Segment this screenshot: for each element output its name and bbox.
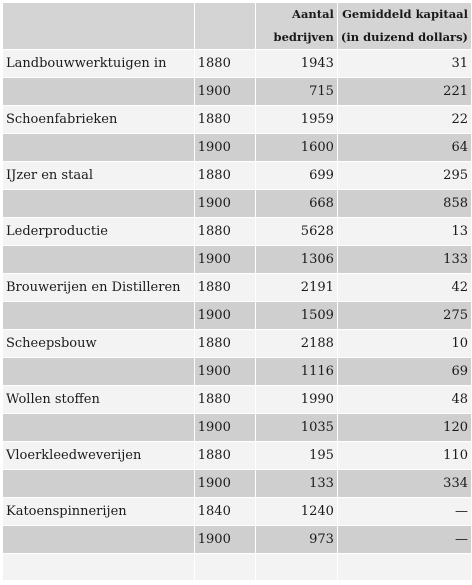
industry-cell <box>3 358 195 386</box>
table-row <box>3 274 472 302</box>
industry-cell <box>3 190 195 218</box>
year-cell: 1900 <box>194 78 255 106</box>
table-row <box>3 218 472 246</box>
count-cell: 2188 <box>256 330 338 358</box>
year-cell: 1880 <box>194 50 255 78</box>
count-cell: 5628 <box>256 218 338 246</box>
table-row <box>3 50 472 78</box>
industry-cell: Landbouwwerktuigen in <box>3 50 195 78</box>
year-cell: 1900 <box>194 470 255 498</box>
table-row <box>3 106 472 134</box>
header-capital-line1: Gemiddeld kapitaal <box>342 7 468 21</box>
table-row <box>3 470 472 498</box>
industry-cell <box>3 78 195 106</box>
year-cell: 1880 <box>194 106 255 134</box>
year-cell: 1900 <box>194 526 255 554</box>
table-row <box>3 162 472 190</box>
header-count-line1: Aantal <box>292 7 334 21</box>
industry-cell: Wollen stoffen <box>3 386 195 414</box>
year-cell: 1880 <box>194 386 255 414</box>
header-count-line2: bedrijven <box>273 30 334 44</box>
year-cell: 1900 <box>194 246 255 274</box>
year-cell: 1900 <box>194 190 255 218</box>
industry-cell: Katoenspinnerijen <box>3 498 195 526</box>
count-cell: 973 <box>256 526 338 554</box>
industry-cell: Scheepsbouw <box>3 330 195 358</box>
year-cell: 1900 <box>194 134 255 162</box>
count-cell: 2191 <box>256 274 338 302</box>
industry-cell <box>3 302 195 330</box>
industry-cell: Brouwerijen en Distilleren <box>3 274 195 302</box>
capital-cell: 120 <box>337 414 471 442</box>
capital-cell: 133 <box>337 246 471 274</box>
count-cell: 1240 <box>256 498 338 526</box>
header-row <box>3 3 472 50</box>
capital-cell: — <box>337 526 471 554</box>
industry-cell: Schoenfabrieken <box>3 106 195 134</box>
capital-cell: 48 <box>337 386 471 414</box>
year-cell: 1880 <box>194 162 255 190</box>
capital-cell: 110 <box>337 442 471 470</box>
capital-cell: 13 <box>337 218 471 246</box>
empty-row <box>3 554 472 581</box>
table-row <box>3 414 472 442</box>
table-row <box>3 330 472 358</box>
capital-cell: 10 <box>337 330 471 358</box>
industry-cell <box>3 246 195 274</box>
table-row <box>3 498 472 526</box>
capital-cell: 295 <box>337 162 471 190</box>
empty-cell <box>3 554 195 581</box>
count-cell: 195 <box>256 442 338 470</box>
count-cell: 699 <box>256 162 338 190</box>
capital-cell: 858 <box>337 190 471 218</box>
count-cell: 1959 <box>256 106 338 134</box>
header-capital-line2: (in duizend dollars) <box>340 30 468 44</box>
count-cell: 1509 <box>256 302 338 330</box>
header-count <box>256 3 338 50</box>
industry-cell <box>3 414 195 442</box>
industry-cell: Vloerkleedweverijen <box>3 442 195 470</box>
industry-cell: Lederproductie <box>3 218 195 246</box>
header-year <box>194 3 255 50</box>
empty-cell <box>337 554 471 581</box>
year-cell: 1880 <box>194 218 255 246</box>
table-row <box>3 442 472 470</box>
table-row <box>3 78 472 106</box>
industry-table <box>2 2 472 581</box>
header-industry <box>3 3 195 50</box>
table-row <box>3 134 472 162</box>
capital-cell: 42 <box>337 274 471 302</box>
count-cell: 715 <box>256 78 338 106</box>
table-row <box>3 302 472 330</box>
industry-cell <box>3 134 195 162</box>
count-cell: 1116 <box>256 358 338 386</box>
capital-cell: 69 <box>337 358 471 386</box>
empty-cell <box>194 554 255 581</box>
capital-cell: 334 <box>337 470 471 498</box>
table-row <box>3 190 472 218</box>
header-capital <box>337 3 471 50</box>
year-cell: 1900 <box>194 302 255 330</box>
table-row <box>3 246 472 274</box>
count-cell: 668 <box>256 190 338 218</box>
capital-cell: 64 <box>337 134 471 162</box>
table-row <box>3 526 472 554</box>
capital-cell: 275 <box>337 302 471 330</box>
year-cell: 1880 <box>194 274 255 302</box>
capital-cell: 221 <box>337 78 471 106</box>
capital-cell: 22 <box>337 106 471 134</box>
empty-cell <box>256 554 338 581</box>
count-cell: 133 <box>256 470 338 498</box>
count-cell: 1600 <box>256 134 338 162</box>
count-cell: 1306 <box>256 246 338 274</box>
capital-cell: — <box>337 498 471 526</box>
industry-cell <box>3 526 195 554</box>
year-cell: 1880 <box>194 330 255 358</box>
industry-cell: IJzer en staal <box>3 162 195 190</box>
count-cell: 1943 <box>256 50 338 78</box>
year-cell: 1900 <box>194 358 255 386</box>
year-cell: 1880 <box>194 442 255 470</box>
count-cell: 1990 <box>256 386 338 414</box>
table-row <box>3 386 472 414</box>
year-cell: 1900 <box>194 414 255 442</box>
count-cell: 1035 <box>256 414 338 442</box>
year-cell: 1840 <box>194 498 255 526</box>
industry-cell <box>3 470 195 498</box>
table-row <box>3 358 472 386</box>
capital-cell: 31 <box>337 50 471 78</box>
